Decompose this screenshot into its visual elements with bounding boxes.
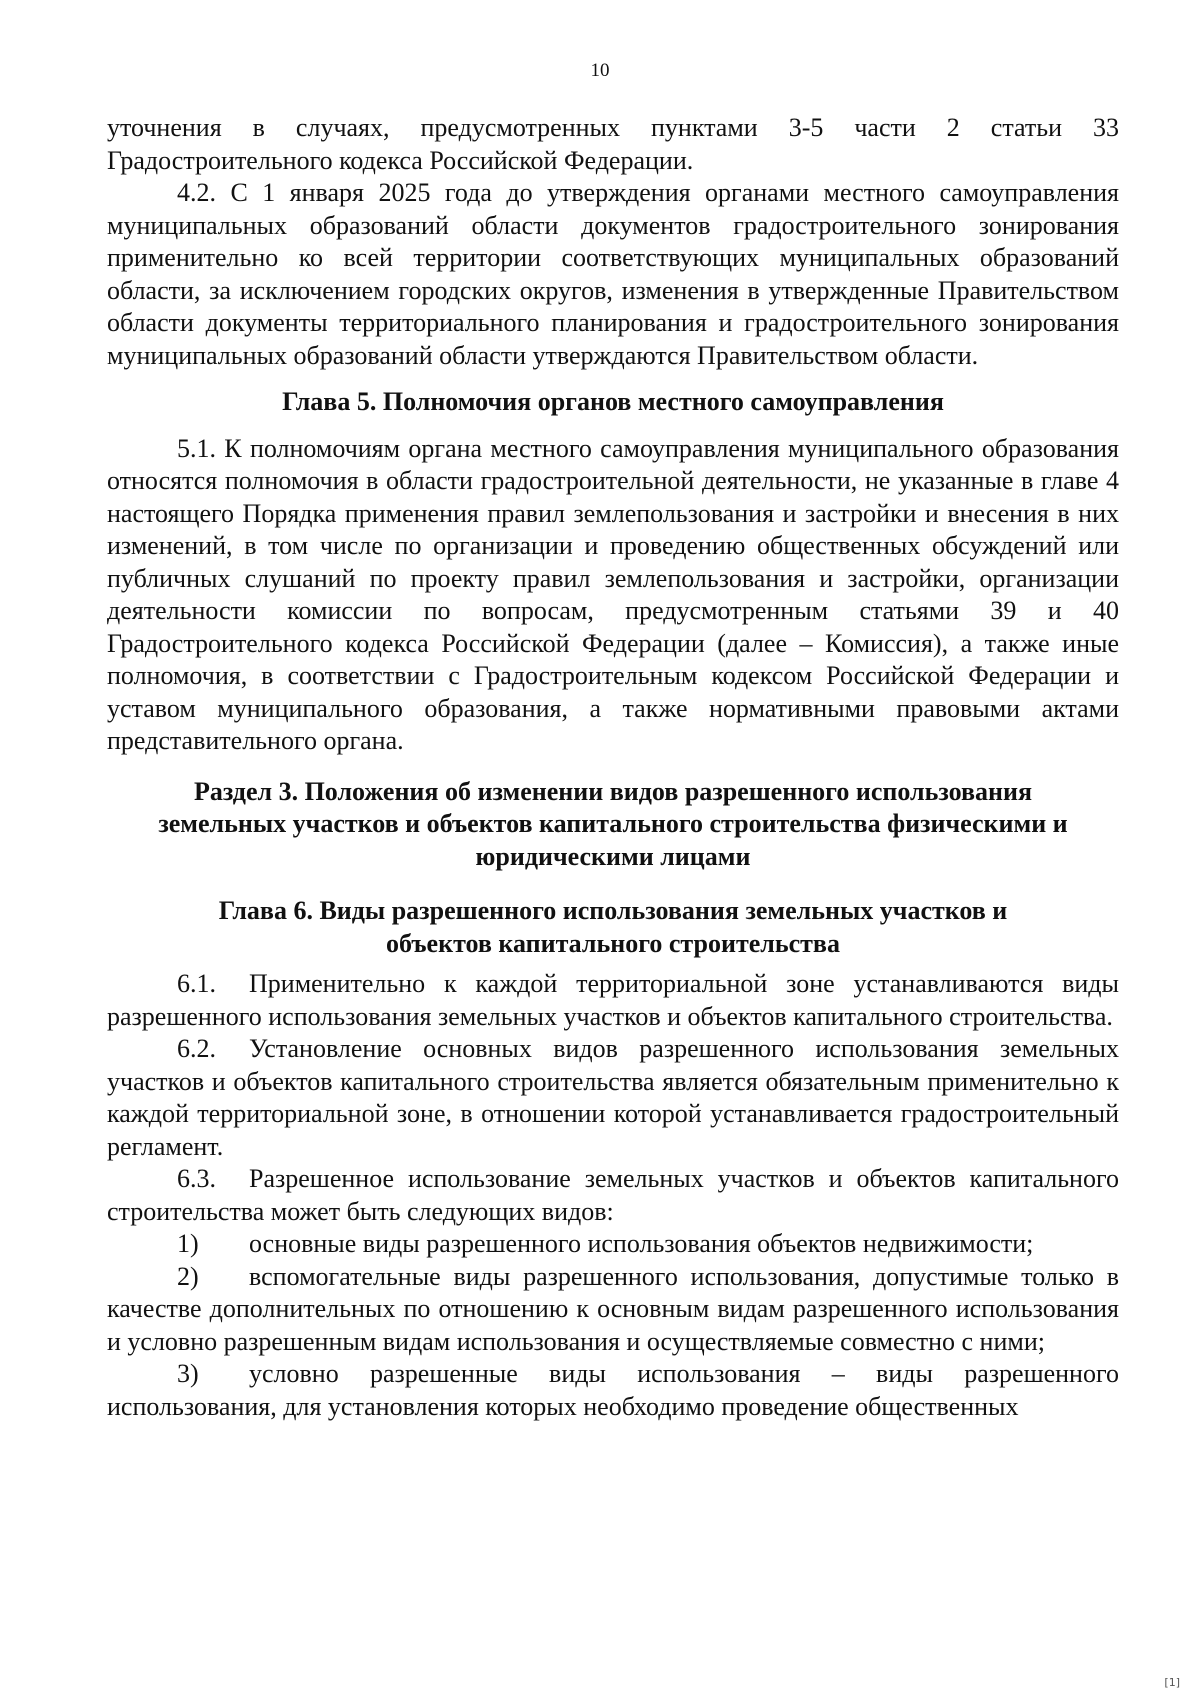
list-item-1 — [107, 1228, 1119, 1261]
paragraph-4-2: 4.2. С 1 января 2025 года до утверждения органами местного самоуправления муниципальных образований области документов градостроительного зонирования применительно ко всей территории соответствующих муниципальных образований области, за исключением городских округов, изменения в утвержденные Правительством области документы территориального планирования и градостроительного зонирования муниципальных образований области утверждаются Правительством области. — [107, 178, 1119, 370]
chapter-6-heading-line: объектов капитального строительства — [386, 928, 840, 958]
chapter-6-heading — [107, 895, 1119, 960]
item-text: Установление основных видов разрешенного использования земельных участков и объектов капитального строительства является обязательным применительно к каждой территориальной зоне, в отношении которой устанавливается градостроительный регламент. — [107, 1034, 1119, 1161]
item-number: 6.2. — [177, 1034, 216, 1063]
list-number: 2) — [177, 1261, 199, 1291]
section-3-heading-line: юридическими лицами — [475, 841, 751, 871]
section-3-heading-line: Раздел 3. Положения об изменении видов разрешенного использования — [193, 776, 1033, 806]
section-3-heading — [107, 776, 1119, 874]
page-number: 10 — [590, 60, 610, 81]
list-text: вспомогательные виды разрешенного использования, допустимые только в качестве дополнительных по отношению к основным видам разрешенного использования и условно разрешенным видам использования и осуществляемые совместно с ними; — [107, 1261, 1119, 1356]
item-text: Применительно к каждой территориальной зоне устанавливаются виды разрешенного использования земельных участков и объектов капитального строительства. — [107, 969, 1119, 1031]
scan-mark: [1] — [1164, 1676, 1180, 1689]
section-3-heading-line: земельных участков и объектов капитального строительства физическими и — [158, 809, 1068, 838]
list-number: 3) — [177, 1359, 199, 1388]
paragraph-6-2 — [107, 1033, 1119, 1163]
item-number: 6.1. — [177, 969, 216, 998]
list-text: условно разрешенные виды использования – виды разрешенного использования, для установления которых необходимо проведение общественных — [107, 1359, 1119, 1421]
paragraph-6-3 — [107, 1163, 1119, 1228]
document-body — [107, 112, 1119, 1423]
chapter-6-heading-line: Глава 6. Виды разрешенного использования земельных участков и — [218, 896, 1008, 925]
item-text: Разрешенное использование земельных участков и объектов капитального строительства может быть следующих видов: — [107, 1164, 1119, 1226]
list-number: 1) — [177, 1229, 199, 1258]
paragraph-5-1: 5.1. К полномочиям органа местного самоуправления муниципального образования относятся полномочия в области градостроительной деятельности, не указанные в главе 4 настоящего Порядка применения правил землепользования и застройки и внесения в них изменений, в том числе по организации и проведению общественных обсуждений или публичных слушаний по проекту правил землепользования и застройки, организации деятельности комиссии по вопросам, предусмотренным статьями 39 и 40 Градостроительного кодекса Российской Федерации (далее – Комиссия), а также иные полномочия, в соответствии с Градостроительным кодексом Российской Федерации и уставом муниципального образования, а также нормативными правовыми актами представительного органа. — [107, 433, 1119, 755]
item-number: 6.3. — [177, 1164, 216, 1193]
list-item-3 — [107, 1358, 1119, 1423]
list-item-2 — [107, 1261, 1119, 1359]
paragraph-6-1 — [107, 968, 1119, 1033]
chapter-5-heading: Глава 5. Полномочия органов местного самоуправления — [282, 387, 944, 416]
list-text: основные виды разрешенного использования объектов недвижимости; — [249, 1229, 1034, 1258]
paragraph-continuation: уточнения в случаях, предусмотренных пунктами 3-5 части 2 статьи 33 Градостроительного кодекса Российской Федерации. — [107, 113, 1119, 175]
